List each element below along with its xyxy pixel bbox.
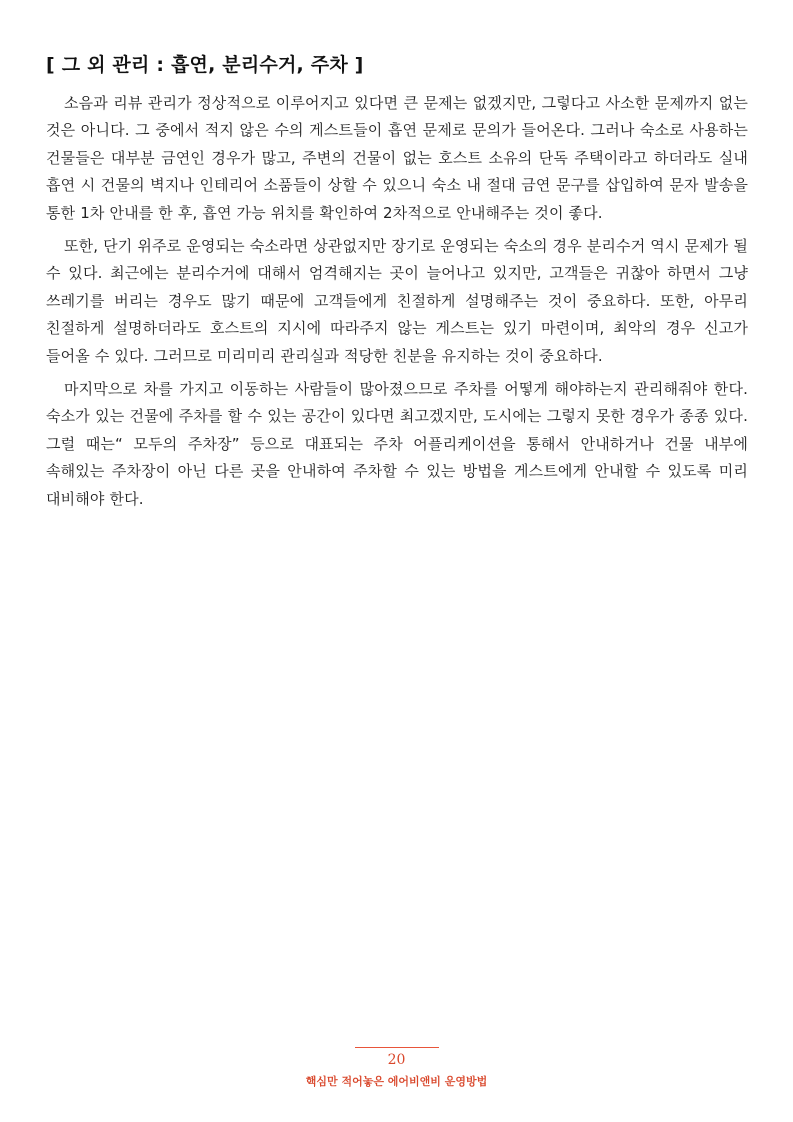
paragraph-parking: 마지막으로 차를 가지고 이동하는 사람들이 많아졌으므로 주차를 어떻게 해야하는지 관리해줘야 한다. 숙소가 있는 건물에 주차를 할 수 있는 공간이 있다면 최고겠지만, 도시에는 그렇지 못한 경우가 종종 있다. 그럴 때는“ 모두의 주차장” 등으로 대표되는 주차 어플리케이션을 통해서 안내하거나 건물 내부에 속해있는 주차장이 아닌 다른 곳을 안내하여 주차할 수 있는 방법을 게스트에게 안내할 수 있도록 미리 대비해야 한다. (46, 380, 748, 508)
section-heading: [ 그 외 관리 : 흡연, 분리수거, 주차 ] (46, 54, 364, 76)
paragraph-smoking: 소음과 리뷰 관리가 정상적으로 이루어지고 있다면 큰 문제는 없겠지만, 그렇다고 사소한 문제까지 없는 것은 아니다. 그 중에서 적지 않은 수의 게스트들이 흡연 문제로 문의가 들어온다. 그러나 숙소로 사용하는 건물들은 대부분 금연인 경우가 많고, 주변의 건물이 없는 호스트 소유의 단독 주택이라고 하더라도 실내 흡연 시 건물의 벽지나 인테리어 소품들이 상할 수 있으니 숙소 내 절대 금연 문구를 삽입하여 문자 발송을 통한 1차 안내를 한 후, 흡연 가능 위치를 확인하여 2차적으로 안내해주는 것이 좋다. (46, 94, 748, 222)
footer-divider (355, 1047, 439, 1048)
paragraph-recycling: 또한, 단기 위주로 운영되는 숙소라면 상관없지만 장기로 운영되는 숙소의 경우 분리수거 역시 문제가 될 수 있다. 최근에는 분리수거에 대해서 엄격해지는 곳이 늘어나고 있지만, 고객들은 귀찮아 하면서 그냥 쓰레기를 버리는 경우도 많기 때문에 고객들에게 친절하게 설명해주는 것이 중요하다. 또한, 아무리 친절하게 설명하더라도 호스트의 지시에 따라주지 않는 게스트는 있기 마련이며, 최악의 경우 신고가 들어올 수 있다. 그러므로 미리미리 관리실과 적당한 친분을 유지하는 것이 중요하다. (46, 237, 748, 365)
book-title: 핵심만 적어놓은 에어비앤비 운영방법 (305, 1075, 488, 1088)
page-number: 20 (387, 1052, 406, 1068)
page-footer (0, 1047, 793, 1090)
body-text (46, 90, 748, 519)
